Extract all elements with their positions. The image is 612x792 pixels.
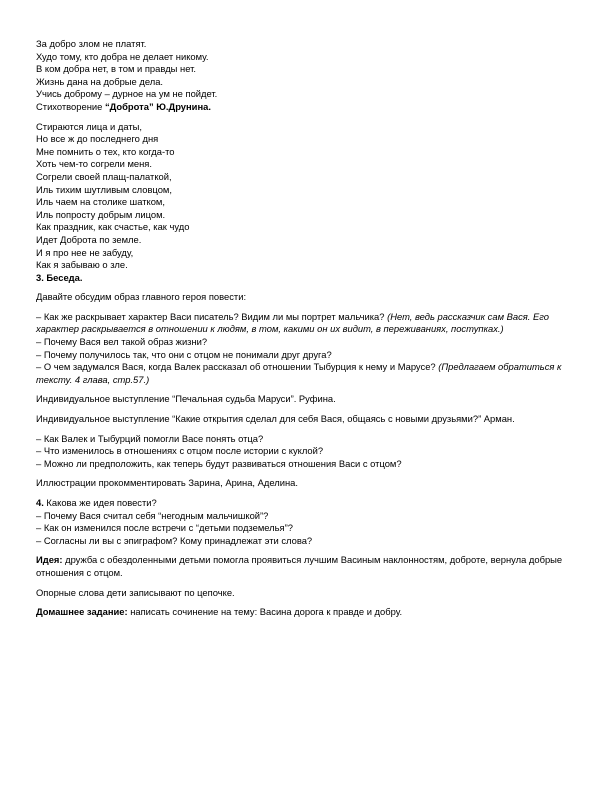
question-text: – О чем задумался Вася, когда Валек рассказал об отношении Тыбурция к нему и Марусе? <box>36 361 439 373</box>
poem-line: Иль тихим шутливым словцом, <box>36 183 172 195</box>
question-item: – Как он изменился после встречи с “детьми подземелья”? <box>36 522 293 534</box>
question-item: – Почему получилось так, что они с отцом не понимали друг друга? <box>36 348 332 360</box>
question-item: – Можно ли предположить, как теперь будут развиваться отношения Васи с отцом? <box>36 457 402 469</box>
question-item <box>36 311 576 336</box>
poem-line: Как я забываю о зле. <box>36 259 128 271</box>
idea-label: Идея: <box>36 554 63 566</box>
proverb-line: Учись доброму – дурное на ум не пойдет. <box>36 88 218 100</box>
poem-line: Но все ж до последнего дня <box>36 133 159 145</box>
question-note: (Нет, ведь рассказчик сам Вася. Его характер раскрывается в отношении к людям, в том, какими он их видит, в переживаниях, поступках.) <box>36 310 549 335</box>
poem-line: Мне помнить о тех, кто когда-то <box>36 145 175 157</box>
question-item: – Что изменилось в отношениях с отцом после истории с куклой? <box>36 445 324 457</box>
question-item: – Почему Вася вел такой образ жизни? <box>36 336 208 348</box>
section-4-number: 4. <box>36 497 44 508</box>
poem-heading <box>36 101 576 114</box>
poem-heading-title: “Доброта” Ю.Друнина. <box>104 100 211 112</box>
poem-block <box>36 121 576 272</box>
homework-label: Домашнее задание: <box>36 606 128 618</box>
poem-line: Стираются лица и даты, <box>36 120 142 132</box>
document-page <box>36 38 576 619</box>
proverb-line: В ком добра нет, в том и правды нет. <box>36 63 196 75</box>
question-item: – Почему Вася считал себя “негодным мальчишкой”? <box>36 509 269 521</box>
student-talk: Индивидуальное выступление “Какие открытия сделал для себя Вася, общаясь с новыми друзьями?” Арман. <box>36 413 515 425</box>
section-4-title: Какова же идея повести? <box>43 497 157 508</box>
poem-line: Идет Доброта по земле. <box>36 233 142 245</box>
question-note: (Предлагаем обратиться к тексту. 4 глава, стр.57.) <box>36 361 562 385</box>
poem-line: Согрели своей плащ-палаткой, <box>36 170 172 182</box>
section-3-heading: 3. Беседа. <box>36 271 83 283</box>
poem-line: Иль попросту добрым лицом. <box>36 208 166 220</box>
student-talk: Индивидуальное выступление “Печальная судьба Маруси”. Руфина. <box>36 393 336 405</box>
proverbs-block <box>36 38 576 114</box>
idea-text: дружба с обездоленными детьми помогла проявиться лучшим Васиным наклонностям, доброте, вернула добрые отношения с отцом. <box>36 554 563 578</box>
question-item <box>36 361 576 386</box>
poem-heading-prefix: Стихотворение <box>36 100 105 112</box>
poem-line: Хоть чем-то согрели меня. <box>36 158 152 170</box>
homework-text: написать сочинение на тему: Васина дорога к правде и добру. <box>127 606 403 618</box>
question-item: – Как Валек и Тыбурций помогли Васе понять отца? <box>36 432 264 444</box>
question-item: – Согласны ли вы с эпиграфом? Кому принадлежат эти слова? <box>36 534 313 546</box>
question-text: – Как же раскрывает характер Васи писатель? Видим ли мы портрет мальчика? <box>36 310 388 322</box>
idea-paragraph <box>36 554 576 579</box>
illustrations-note: Иллюстрации прокомментировать Зарина, Арина, Аделина. <box>36 477 298 489</box>
section-4-heading <box>36 497 576 510</box>
section-heading <box>36 272 576 285</box>
support-words-note: Опорные слова дети записывают по цепочке. <box>36 586 235 598</box>
poem-line: Как праздник, как счастье, как чудо <box>36 221 190 233</box>
homework <box>36 606 576 619</box>
poem-line: Иль чаем на столике шатком, <box>36 196 165 208</box>
poem-line: И я про нее не забуду, <box>36 246 134 258</box>
discussion-intro: Давайте обсудим образ главного героя повести: <box>36 291 247 303</box>
proverb-line: Жизнь дана на добрые дела. <box>36 75 164 87</box>
proverb-line: Худо тому, кто добра не делает никому. <box>36 50 209 62</box>
proverb-line: За добро злом не платят. <box>36 38 147 49</box>
